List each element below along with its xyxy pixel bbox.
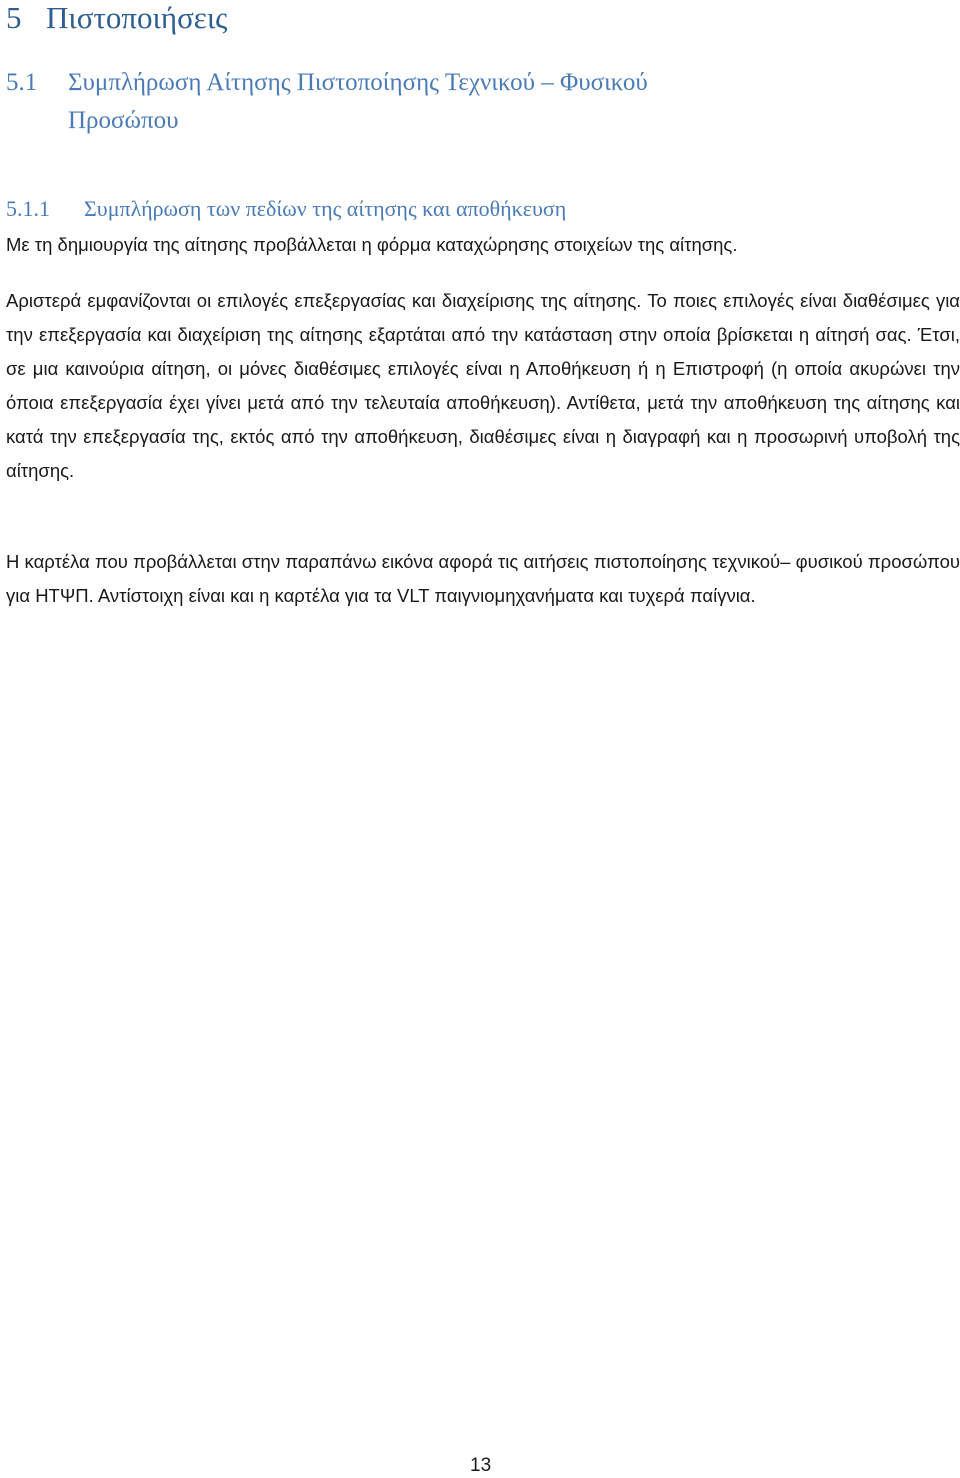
heading-1-number: 5: [6, 0, 22, 35]
intro-paragraph: Με τη δημιουργία της αίτησης προβάλλεται η φόρμα καταχώρησης στοιχείων της αίτησης.: [6, 234, 738, 255]
heading-3-title: Συμπλήρωση των πεδίων της αίτησης και αποθήκευση: [84, 196, 567, 221]
heading-1-title: Πιστοποιήσεις: [46, 0, 228, 35]
page-number: 13: [470, 1455, 492, 1476]
heading-2: [6, 64, 906, 140]
heading-1: [6, 0, 227, 36]
heading-2-title-line1: Συμπλήρωση Αίτησης Πιστοποίησης Τεχνικού – Φυσικού: [68, 69, 648, 96]
heading-2-number: 5.1: [6, 69, 38, 96]
body-paragraph-tab: Η καρτέλα που προβάλλεται στην παραπάνω εικόνα αφορά τις αιτήσεις πιστοποίησης τεχνικού– φυσικού προσώπου για ΗΤΨΠ. Αντίστοιχη είναι και η καρτέλα για τα VLT παιγνιομηχανήματα και τυχερά παίγνια.: [6, 551, 960, 606]
heading-3-number: 5.1.1: [6, 196, 50, 221]
body-paragraph-options: Αριστερά εμφανίζονται οι επιλογές επεξεργασίας και διαχείρισης της αίτησης. Το ποιες επιλογές είναι διαθέσιμες για την επεξεργασία και διαχείριση της αίτησης εξαρτάται από την κατάσταση στην οποία βρίσκεται η αίτησή σας. Έτσι, σε μια καινούρια αίτηση, οι μόνες διαθέσιμες επιλογές είναι η Αποθήκευση ή η Επιστροφή (η οποία ακυρώνει την όποια επεξεργασία έχει γίνει μετά από την τελευταία αποθήκευση). Αντίθετα, μετά την αποθήκευση της αίτησης και κατά την επεξεργασία της, εκτός από την αποθήκευση, διαθέσιμες είναι η διαγραφή και η προσωρινή υποβολή της αίτησης.: [6, 290, 960, 481]
heading-2-title-line2: Προσώπου: [68, 107, 179, 134]
heading-3: [6, 196, 566, 222]
